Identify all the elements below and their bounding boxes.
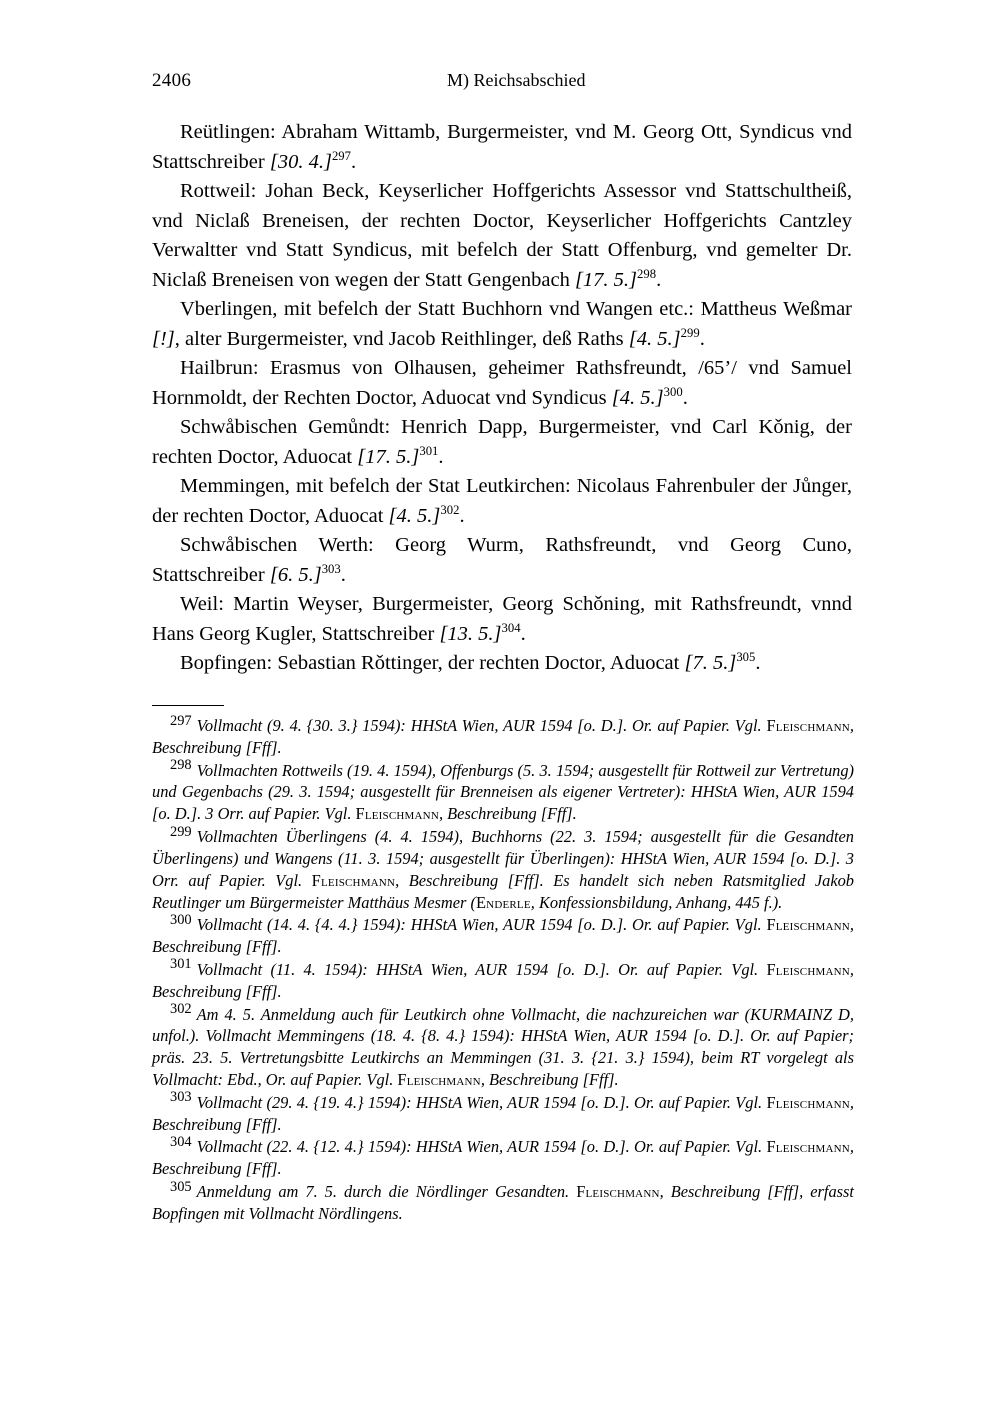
small-caps-name: Enderle [475, 892, 531, 912]
plain-text: . [699, 327, 705, 350]
body-paragraph [152, 472, 852, 531]
italic-text: Vollmachten Überlingens (4. 4. 1594), Buchhorns (22. 3. 1594; ausgestellt für die Gesandten Überlingens) und Wangens (11. 3. 1594; ausgestellt für Überlingen): HHStA Wien, AUR 1594 [o. D.]. 3 Orr. auf Papier. Vgl. [152, 827, 854, 890]
footnote-reference[interactable]: 300 [663, 384, 683, 399]
italic-text: [17. 5.] [574, 268, 638, 291]
body-paragraph [152, 118, 852, 177]
footnote-reference[interactable]: 297 [331, 148, 351, 163]
plain-text: . [520, 622, 526, 645]
italic-text: Vollmacht (29. 4. {19. 4.} 1594): HHStA Wien, AUR 1594 [o. D.]. Or. auf Papier. Vgl. [196, 1092, 767, 1112]
footnote-entry [152, 1089, 854, 1136]
body-paragraph [152, 177, 852, 295]
body-paragraph [152, 649, 852, 679]
italic-text: [4. 5.] [611, 386, 664, 409]
italic-text: , Beschreibung [Fff]. [480, 1070, 619, 1089]
footnote-entry [152, 757, 854, 825]
footnote-number[interactable]: 301 [170, 956, 192, 973]
footnote-reference[interactable]: 304 [501, 620, 521, 635]
italic-text: , Beschreibung [Fff]. [152, 716, 854, 757]
italic-text: Vollmacht (22. 4. {12. 4.} 1594): HHStA Wien, AUR 1594 [o. D.]. Or. auf Papier. Vgl. [196, 1137, 767, 1157]
italic-text: , Beschreibung [Fff]. [438, 804, 577, 824]
plain-text: . [438, 445, 444, 468]
footnote-number[interactable]: 302 [170, 1001, 192, 1018]
body-paragraph [152, 590, 852, 649]
body-text [152, 118, 852, 679]
body-paragraph [152, 413, 852, 472]
small-caps-name: Fleischmann [311, 870, 396, 890]
footnote-entry [152, 911, 854, 958]
plain-text: Schwåbischen Gemůndt: Henrich Dapp, Burgermeister, vnd Carl Kǒnig, der rechten Doctor, Aduocat [152, 416, 852, 468]
small-caps-name: Fleischmann [766, 716, 850, 735]
plain-text: . [351, 150, 357, 173]
running-title: M) Reichsabschied [447, 70, 586, 90]
footnote-entry [152, 712, 854, 759]
plain-text: . [682, 386, 688, 409]
italic-text: Anmeldung am 7. 5. durch die Nördlinger Gesandten. [196, 1182, 577, 1202]
running-head [152, 70, 852, 92]
italic-text: Am 4. 5. Anmeldung auch für Leutkirch ohne Vollmacht, die nachzureichen war ( [196, 1004, 751, 1024]
footnote-number[interactable]: 304 [170, 1133, 192, 1150]
plain-text: Vberlingen, mit befelch der Statt Buchhorn vnd Wangen etc.: Mattheus Weßmar [180, 298, 852, 321]
plain-text: . [755, 652, 761, 675]
italic-text: , Beschreibung [Fff], erfasst Bopfingen mit Vollmacht Nördlingens. [152, 1182, 854, 1223]
italic-text: , Beschreibung [Fff]. [152, 959, 854, 1001]
footnote-separator-rule [152, 705, 224, 706]
footnote-number[interactable]: 299 [170, 823, 192, 840]
footnote-section [152, 705, 854, 1226]
footnote-entry [152, 823, 854, 913]
footnote-number[interactable]: 300 [170, 911, 192, 928]
italic-text: Vollmacht (9. 4. {30. 3.} 1594): HHStA Wien, AUR 1594 [o. D.]. Or. auf Papier. Vgl. [196, 716, 767, 735]
body-paragraph [152, 531, 852, 590]
italic-text: [4. 5.] [628, 327, 681, 350]
plain-text: Weil: Martin Weyser, Burgermeister, Georg Schǒning, mit Rathsfreundt, vnnd Hans Georg Kugler, Stattschreiber [152, 593, 852, 645]
footnote-entry [152, 1133, 854, 1180]
plain-text: . [459, 504, 465, 527]
italic-text: [13. 5.] [439, 622, 502, 645]
footnote-reference[interactable]: 303 [321, 561, 341, 576]
small-caps-name: Fleischmann [766, 1137, 850, 1157]
plain-text: . [656, 268, 662, 291]
italic-text: , Beschreibung [Fff]. [152, 915, 854, 957]
small-caps-name: Fleischmann [576, 1182, 660, 1202]
plain-text: . [340, 563, 346, 586]
body-paragraph [152, 295, 852, 354]
italic-text: Vollmachten Rottweils (19. 4. 1594), Offenburgs (5. 3. 1594; ausgestellt für Rottweil zur Vertretung) und Gegenbachs (29. 3. 1594; ausgestellt für Brenneisen als eigener Vertreter): HHStA Wien, AUR 1594 [o. D.]. 3 Orr. auf Papier. Vgl. [152, 760, 854, 824]
italic-text: Vollmacht (11. 4. 1594): HHStA Wien, AUR 1594 [o. D.]. Or. auf Papier. Vgl. [196, 959, 767, 979]
footnote-entry [152, 1178, 854, 1225]
footnote-number[interactable]: 297 [170, 712, 192, 729]
italic-text: KURMAINZ D, unfol. [152, 1004, 854, 1046]
body-paragraph [152, 354, 852, 413]
page-number: 2406 [152, 70, 192, 91]
plain-text: , alter Burgermeister, vnd Jacob Reithlinger, deß Raths [174, 327, 629, 350]
plain-text: Reütlingen: Abraham Wittamb, Burgermeister, vnd M. Georg Ott, Syndicus vnd Stattschreiber [152, 121, 852, 173]
italic-text: , Konfessionsbildung, Anhang, 445 f.). [530, 892, 783, 912]
footnote-entry [152, 1001, 854, 1091]
small-caps-name: Fleischmann [766, 1092, 850, 1112]
footnote-reference[interactable]: 298 [637, 266, 657, 281]
italic-text: Vollmacht (14. 4. {4. 4.} 1594): HHStA Wien, AUR 1594 [o. D.]. Or. auf Papier. Vgl. [196, 915, 767, 935]
small-caps-name: Fleischmann [766, 959, 850, 979]
italic-text: , Beschreibung [Fff]. [152, 1137, 854, 1179]
italic-text: [30. 4.] [269, 150, 332, 173]
footnote-number[interactable]: 303 [170, 1089, 192, 1106]
italic-text: [!] [152, 327, 175, 350]
small-caps-name: Fleischmann [355, 804, 439, 824]
page-content [152, 70, 852, 679]
plain-text: Memmingen, mit befelch der Stat Leutkirchen: Nicolaus Fahrenbuler der Jůnger, der rechten Doctor, Aduocat [152, 475, 852, 527]
footnote-number[interactable]: 298 [170, 757, 192, 774]
small-caps-name: Fleischmann [397, 1070, 481, 1089]
footnote-entry [152, 956, 854, 1003]
plain-text: Schwåbischen Werth: Georg Wurm, Rathsfreundt, vnd Georg Cuno, Stattschreiber [152, 534, 852, 586]
footnote-reference[interactable]: 301 [419, 443, 439, 458]
italic-text: , Beschreibung [Fff]. Es handelt sich neben Ratsmitglied Jakob Reutlinger um Bürgermeister Matthäus Mesmer ( [152, 870, 854, 912]
italic-text: [17. 5.] [357, 445, 420, 468]
footnote-reference[interactable]: 305 [736, 650, 756, 665]
italic-text: [6. 5.] [269, 563, 322, 586]
italic-text: , Beschreibung [Fff]. [152, 1092, 854, 1134]
plain-text: Rottweil: Johan Beck, Keyserlicher Hoffgerichts Assessor vnd Stattschultheiß, vnd Niclaß Breneisen, der rechten Doctor, Keyserlicher Hoffgerichts Cantzley Verwaltter vnd Statt Syndicus, mit befelch der Statt Offenburg, vnd gemelter Dr. Niclaß Breneisen von wegen der Statt Gengenbach [152, 180, 852, 291]
footnote-number[interactable]: 305 [170, 1178, 192, 1195]
plain-text: Hailbrun: Erasmus von Olhausen, geheimer Rathsfreundt, /65’/ vnd Samuel Hornmoldt, der Rechten Doctor, Aduocat vnd Syndicus [152, 357, 852, 409]
italic-text: ). Vollmacht Memmingens (18. 4. {8. 4.} 1594): HHStA Wien, AUR 1594 [o. D.]. Or. auf Papier; präs. 23. 5. Vertretungsbitte Leutkirchs an Memmingen (31. 3. {21. 3.} 1594), beim RT vorgelegt als Vollmacht: Ebd., Or. auf Papier. Vgl. [152, 1026, 854, 1089]
small-caps-name: Fleischmann [766, 915, 850, 935]
footnote-reference[interactable]: 302 [440, 502, 460, 517]
footnote-reference[interactable]: 299 [680, 325, 700, 340]
footnote-list [152, 712, 854, 1225]
italic-text: [4. 5.] [388, 504, 441, 527]
italic-text: [7. 5.] [684, 652, 737, 675]
plain-text: Bopfingen: Sebastian Rǒttinger, der rechten Doctor, Aduocat [180, 652, 685, 675]
